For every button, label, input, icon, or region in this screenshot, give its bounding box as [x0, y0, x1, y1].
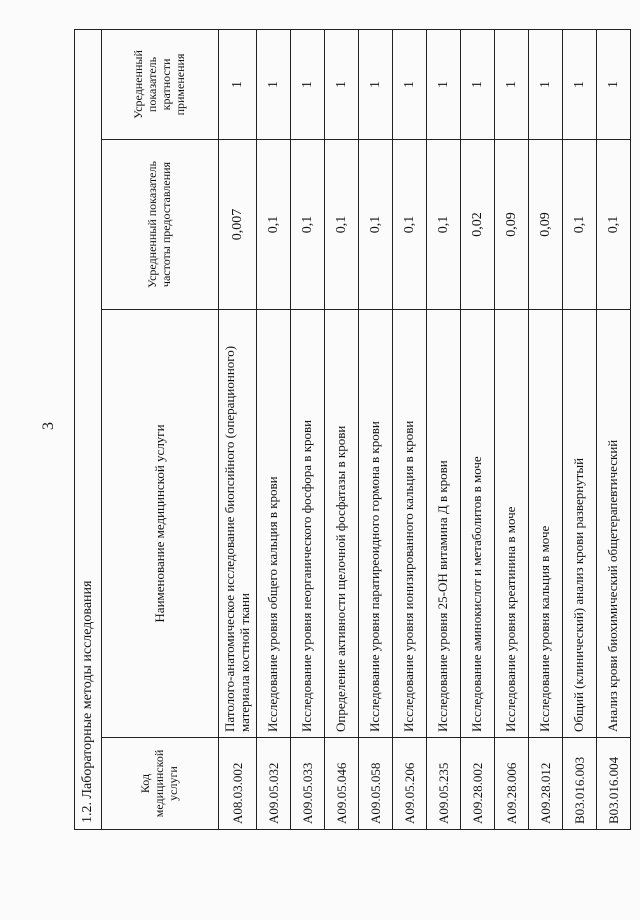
frequency-value: 0,1	[257, 140, 291, 310]
service-code: A09.05.046	[325, 738, 359, 830]
service-code: A09.05.235	[427, 738, 461, 830]
service-code: A09.28.006	[495, 738, 529, 830]
service-code: A09.28.012	[529, 738, 563, 830]
frequency-value: 0,02	[461, 140, 495, 310]
multiplicity-value: 1	[427, 29, 461, 139]
service-name: Общий (клинический) анализ крови развернутый	[563, 310, 597, 738]
table-row	[325, 29, 359, 829]
service-code: A09.05.033	[291, 738, 325, 830]
service-name: Исследование уровня неорганического фосфора в крови	[291, 310, 325, 738]
service-name: Исследование уровня креатинина в моче	[495, 310, 529, 738]
service-name: Исследование уровня кальция в моче	[529, 310, 563, 738]
frequency-value: 0,1	[597, 140, 631, 310]
service-name: Исследование уровня паратиреоидного гормона в крови	[359, 310, 393, 738]
service-name: Исследование уровня 25-OH витамина Д в крови	[427, 310, 461, 738]
rotated-table-container	[74, 30, 624, 830]
header-row	[102, 29, 219, 829]
service-name: Определение активности щелочной фосфатазы в крови	[325, 310, 359, 738]
service-code: A08.03.002	[219, 738, 257, 830]
multiplicity-value: 1	[563, 29, 597, 139]
table-row	[461, 29, 495, 829]
service-code: A09.05.058	[359, 738, 393, 830]
frequency-value: 0,1	[359, 140, 393, 310]
table-row	[359, 29, 393, 829]
service-name: Исследование уровня общего кальция в крови	[257, 310, 291, 738]
frequency-value: 0,1	[427, 140, 461, 310]
service-code: A09.05.032	[257, 738, 291, 830]
multiplicity-value: 1	[257, 29, 291, 139]
table-row	[291, 29, 325, 829]
frequency-value: 0,007	[219, 140, 257, 310]
header-code: Код медицинской услуги	[102, 738, 219, 830]
multiplicity-value: 1	[291, 29, 325, 139]
service-name: Анализ крови биохимический общетерапевтический	[597, 310, 631, 738]
service-code: B03.016.004	[597, 738, 631, 830]
multiplicity-value: 1	[597, 29, 631, 139]
frequency-value: 0,1	[291, 140, 325, 310]
multiplicity-value: 1	[461, 29, 495, 139]
table-row	[563, 29, 597, 829]
service-name: Исследование аминокислот и метаболитов в моче	[461, 310, 495, 738]
service-name: Патолого-анатомическое исследование биопсийного (операционного) материала костной ткани	[219, 310, 257, 738]
service-code: B03.016.003	[563, 738, 597, 830]
section-title: 1.2. Лабораторные методы исследования	[75, 29, 102, 829]
header-multiplicity: Усредненный показатель кратности применения	[102, 29, 219, 139]
multiplicity-value: 1	[359, 29, 393, 139]
header-name: Наименование медицинской услуги	[102, 310, 219, 738]
service-code: A09.28.002	[461, 738, 495, 830]
frequency-value: 0,09	[495, 140, 529, 310]
multiplicity-value: 1	[529, 29, 563, 139]
frequency-value: 0,1	[325, 140, 359, 310]
table-row	[393, 29, 427, 829]
multiplicity-value: 1	[219, 29, 257, 139]
frequency-value: 0,1	[393, 140, 427, 310]
frequency-value: 0,09	[529, 140, 563, 310]
header-frequency: Усредненный показатель частоты предоставления	[102, 140, 219, 310]
multiplicity-value: 1	[393, 29, 427, 139]
multiplicity-value: 1	[325, 29, 359, 139]
lab-methods-table	[74, 29, 631, 830]
multiplicity-value: 1	[495, 29, 529, 139]
table-row	[597, 29, 631, 829]
table-row	[495, 29, 529, 829]
service-name: Исследование уровня ионизированного кальция в крови	[393, 310, 427, 738]
table-row	[427, 29, 461, 829]
frequency-value: 0,1	[563, 140, 597, 310]
page-number: 3	[40, 422, 57, 430]
table-row	[219, 29, 257, 829]
service-code: A09.05.206	[393, 738, 427, 830]
table-row	[257, 29, 291, 829]
table-row	[529, 29, 563, 829]
